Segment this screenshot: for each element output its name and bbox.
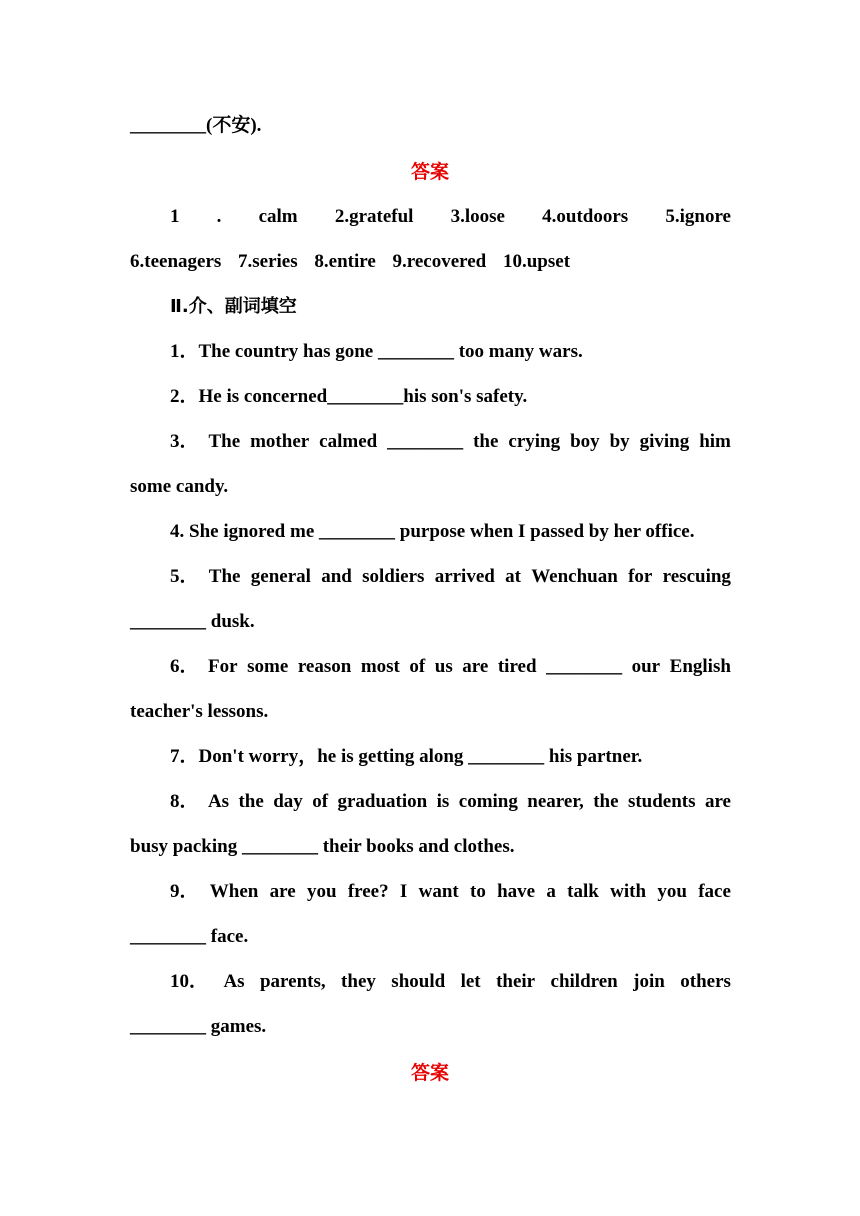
- word: the: [473, 431, 499, 452]
- word: general: [250, 566, 311, 587]
- word: 5．: [170, 566, 199, 587]
- question-4: 4. She ignored me ________ purpose when I passed by her office.: [170, 521, 695, 542]
- word: of: [312, 791, 329, 812]
- word: have: [497, 881, 536, 902]
- word: some: [247, 656, 289, 677]
- question-8-line-1: [170, 790, 731, 814]
- word: 2.grateful: [334, 206, 414, 227]
- word: a: [546, 881, 556, 902]
- word: you: [657, 881, 687, 902]
- word: The: [208, 431, 241, 452]
- word: 3.loose: [450, 206, 505, 227]
- word: at: [505, 566, 521, 587]
- word: talk: [567, 881, 599, 902]
- word: most: [360, 656, 400, 677]
- answers-line-2: 6.teenagers 7.series 8.entire 9.recovered 10.upset: [130, 251, 571, 272]
- word: coming: [458, 791, 518, 812]
- word: should: [391, 971, 446, 992]
- word: and: [321, 566, 352, 587]
- answer-heading: 答案: [410, 161, 449, 183]
- word: .: [216, 206, 222, 227]
- question-1: 1．The country has gone ________ too many wars.: [170, 341, 583, 362]
- word: I: [399, 881, 408, 902]
- word: Wenchuan: [531, 566, 618, 587]
- word: they: [341, 971, 376, 992]
- word: ________: [387, 431, 464, 452]
- section-heading: Ⅱ.介、副词填空: [170, 296, 297, 317]
- word: let: [460, 971, 481, 992]
- word: arrived: [434, 566, 495, 587]
- question-10-line-2: ________ games.: [130, 1016, 267, 1037]
- word: soldiers: [362, 566, 425, 587]
- word: others: [680, 971, 731, 992]
- word: tired: [497, 656, 537, 677]
- word: English: [669, 656, 731, 677]
- question-5-line-2: ________ dusk.: [130, 611, 255, 632]
- word: nearer,: [527, 791, 584, 812]
- word: for: [628, 566, 653, 587]
- word: rescuing: [662, 566, 731, 587]
- word: 1: [170, 206, 180, 227]
- word: graduation: [337, 791, 428, 812]
- word: students: [627, 791, 696, 812]
- question-9-line-2: ________ face.: [130, 926, 249, 947]
- question-3-line-1: [170, 430, 731, 454]
- word: 8．: [170, 791, 199, 812]
- word: are: [462, 656, 489, 677]
- word: are: [704, 791, 731, 812]
- question-9-line-1: [170, 880, 731, 904]
- word: of: [409, 656, 426, 677]
- question-3-line-2: some candy.: [130, 476, 229, 497]
- word: free?: [347, 881, 389, 902]
- word: 6．: [170, 656, 199, 677]
- word: parents,: [259, 971, 326, 992]
- question-5-line-1: [170, 565, 731, 589]
- word: When: [209, 881, 259, 902]
- word: The: [208, 566, 241, 587]
- word: As: [223, 971, 245, 992]
- word: want: [418, 881, 459, 902]
- word: us: [434, 656, 453, 677]
- word: to: [470, 881, 486, 902]
- word: children: [550, 971, 618, 992]
- question-7: 7．Don't worry，he is getting along ________ his partner.: [170, 746, 643, 767]
- word: him: [699, 431, 731, 452]
- word: reason: [297, 656, 352, 677]
- word: face: [698, 881, 731, 902]
- word: 3．: [170, 431, 199, 452]
- question-10-line-1: [170, 970, 731, 994]
- word: is: [436, 791, 450, 812]
- question-8-line-2: busy packing ________ their books and clothes.: [130, 836, 515, 857]
- word: the: [593, 791, 619, 812]
- word: 9．: [170, 881, 199, 902]
- question-2: 2．He is concerned________his son's safety.: [170, 386, 528, 407]
- word: For: [208, 656, 238, 677]
- word: 10．: [170, 971, 209, 992]
- answers-line-1: [170, 205, 731, 229]
- answer-heading: 答案: [410, 1062, 449, 1084]
- top-line: ________(不安).: [130, 115, 262, 136]
- word: their: [496, 971, 536, 992]
- word: calm: [258, 206, 298, 227]
- word: with: [610, 881, 647, 902]
- word: ________: [546, 656, 623, 677]
- word: are: [269, 881, 296, 902]
- word: calmed: [319, 431, 378, 452]
- word: mother: [250, 431, 310, 452]
- word: you: [306, 881, 337, 902]
- word: 4.outdoors: [542, 206, 629, 227]
- word: by: [609, 431, 630, 452]
- word: join: [633, 971, 665, 992]
- word: our: [631, 656, 661, 677]
- word: crying: [508, 431, 561, 452]
- word: 5.ignore: [665, 206, 731, 227]
- question-6-line-1: [170, 655, 731, 679]
- question-6-line-2: teacher's lessons.: [130, 701, 269, 722]
- word: boy: [570, 431, 600, 452]
- word: the: [238, 791, 264, 812]
- word: giving: [639, 431, 690, 452]
- word: day: [273, 791, 303, 812]
- word: As: [207, 791, 230, 812]
